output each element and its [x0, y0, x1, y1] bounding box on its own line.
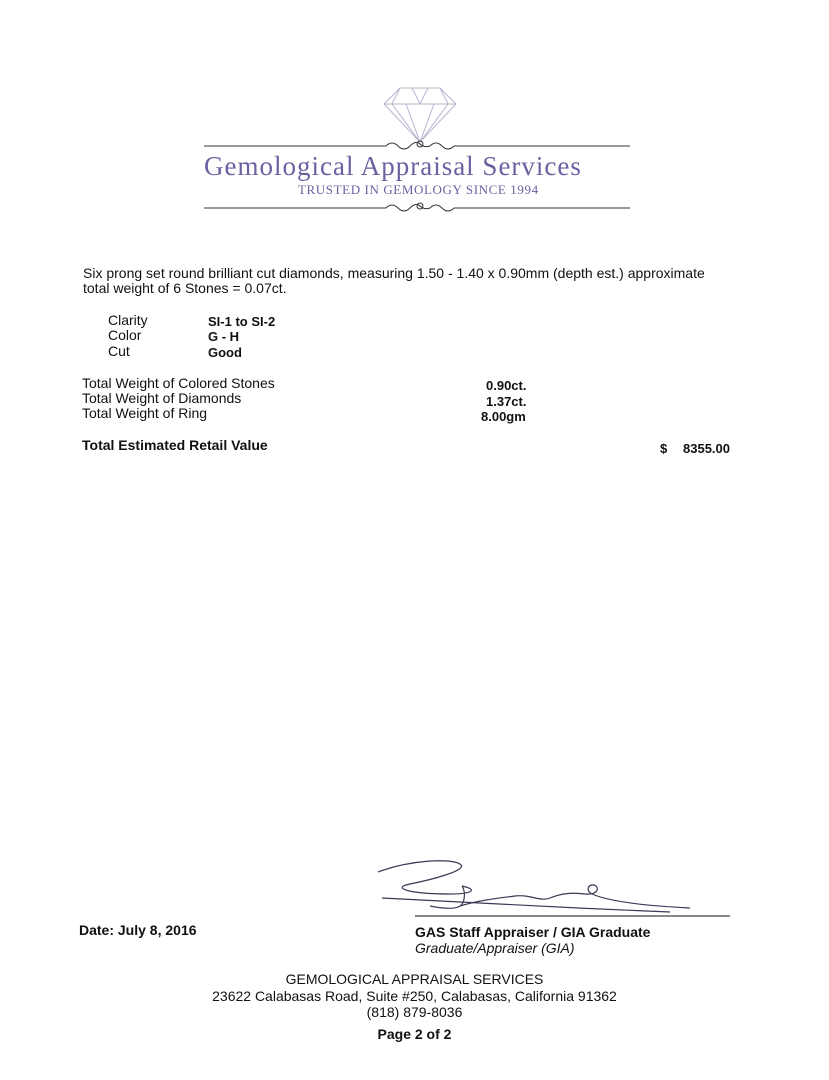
weight-value-diamonds: 1.37ct. — [486, 394, 527, 409]
weight-value-colored-stones: 0.90ct. — [486, 378, 527, 393]
appraiser-signature-icon — [370, 850, 740, 925]
total-value-label: Total Estimated Retail Value — [82, 437, 268, 453]
grade-value-cut: Good — [208, 345, 242, 360]
footer-address: 23622 Calabasas Road, Suite #250, Calabasas, California 91362 — [212, 988, 617, 1004]
footer-company: GEMOLOGICAL APPRAISAL SERVICES — [285, 971, 544, 987]
currency-symbol: $ — [660, 441, 668, 456]
grade-label-clarity: Clarity — [108, 312, 148, 328]
page-number: Page 2 of 2 — [377, 1026, 452, 1042]
grade-value-color: G - H — [208, 329, 240, 344]
appraiser-subtitle: Graduate/Appraiser (GIA) — [415, 940, 575, 956]
grade-label-cut: Cut — [108, 343, 130, 359]
grade-label-color: Color — [108, 327, 142, 343]
diamond-logo-icon — [200, 80, 640, 220]
weight-label-ring: Total Weight of Ring — [82, 405, 208, 421]
grade-value-clarity: SI-1 to SI-2 — [208, 314, 276, 329]
appraiser-title: GAS Staff Appraiser / GIA Graduate — [415, 924, 651, 940]
company-name: Gemological Appraisal Services — [204, 151, 582, 181]
total-value-amount: 8355.00 — [683, 441, 730, 456]
weight-label-colored-stones: Total Weight of Colored Stones — [82, 375, 275, 391]
appraisal-date: Date: July 8, 2016 — [79, 922, 197, 938]
footer-phone: (818) 879-8036 — [366, 1004, 463, 1020]
item-description: Six prong set round brilliant cut diamonds, measuring 1.50 - 1.40 x 0.90mm (depth est.) approximate total weight of 6 Stones = 0.07ct. — [83, 265, 705, 296]
tagline: TRUSTED IN GEMOLOGY SINCE 1994 — [298, 182, 539, 197]
weight-label-diamonds: Total Weight of Diamonds — [82, 390, 242, 406]
weight-value-ring: 8.00gm — [481, 409, 526, 424]
